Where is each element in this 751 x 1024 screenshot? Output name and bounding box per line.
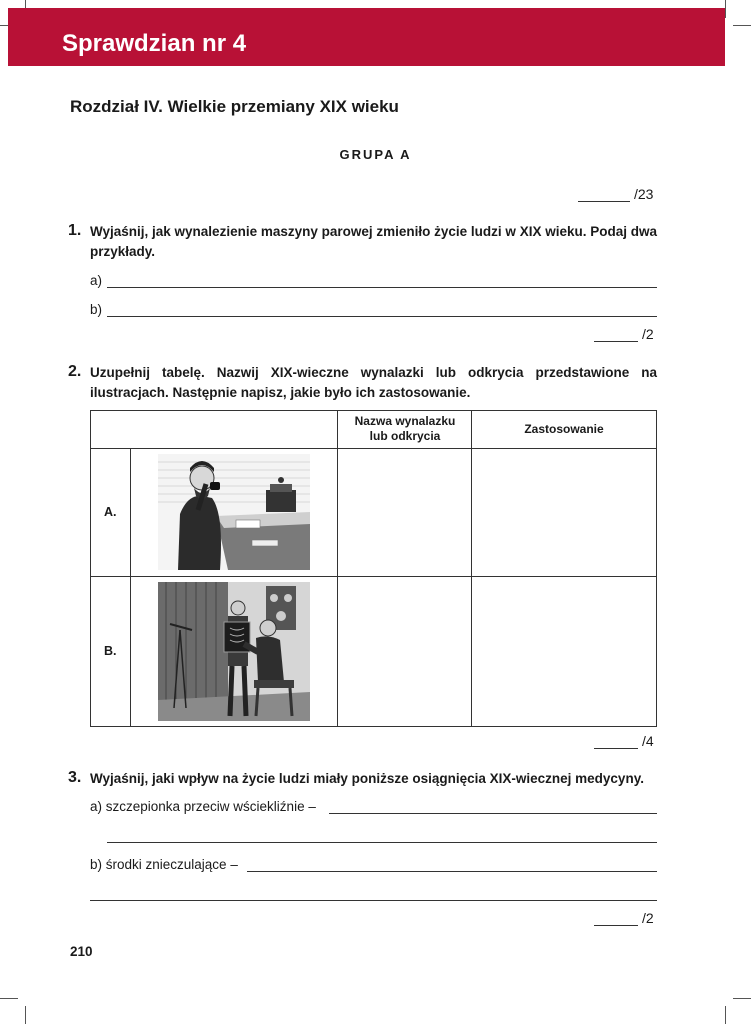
score-blank [594, 327, 638, 342]
question-number: 2. [68, 363, 82, 380]
row-label: B. [104, 644, 117, 658]
row-label: A. [104, 505, 117, 519]
crop-mark [0, 998, 18, 999]
question-points: /2 [594, 910, 654, 926]
crop-mark [733, 998, 751, 999]
invention-name-cell[interactable] [338, 449, 471, 576]
question-number: 1. [68, 222, 82, 239]
score-blank [578, 187, 630, 202]
telephone-illustration [158, 454, 310, 570]
table-divider [130, 448, 131, 726]
x-ray-illustration [158, 582, 310, 721]
crop-mark [733, 25, 751, 26]
crop-mark [25, 1006, 26, 1024]
crop-mark [725, 0, 726, 18]
page-title: Sprawdzian nr 4 [62, 30, 247, 57]
question-text: Wyjaśnij, jaki wpływ na życie ludzi miały poniższe osiągnięcia XIX-wiecznej medycyny. [90, 771, 644, 786]
total-score [578, 186, 653, 202]
answer-label: b) [90, 302, 103, 317]
score-blank [594, 734, 638, 749]
group-label: GRUPA A [339, 147, 412, 162]
answer-line[interactable] [107, 316, 657, 317]
chapter-title: Rozdział IV. Wielkie przemiany XIX wieku [70, 97, 399, 116]
table-header: Zastosowanie [524, 422, 604, 436]
invention-name-cell[interactable] [338, 577, 471, 726]
crop-mark [725, 1006, 726, 1024]
answer-line[interactable] [107, 287, 657, 288]
application-cell[interactable] [472, 449, 656, 576]
application-cell[interactable] [472, 577, 656, 726]
question-points: /4 [594, 733, 654, 749]
question-text: Uzupełnij tabelę. Nazwij XIX-wieczne wynalazki lub odkrycia przedstawione na ilustracjach. Następnie napisz, jakie było ich zastosowanie. [90, 365, 657, 400]
table-header: Nazwa wynalazku lub odkrycia [354, 414, 456, 443]
answer-label: b) środki znieczulające – [90, 857, 238, 872]
question-number: 3. [68, 769, 82, 786]
page-number: 210 [70, 944, 93, 959]
total-score-value: /23 [634, 186, 654, 202]
question-text: Wyjaśnij, jak wynalezienie maszyny parowej zmieniło życie ludzi w XIX wieku. Podaj dwa przykłady. [90, 224, 657, 259]
answer-line[interactable] [247, 871, 657, 872]
answer-label: a) [90, 273, 103, 288]
answer-line[interactable] [329, 813, 657, 814]
inventions-table [90, 410, 657, 727]
score-blank [594, 911, 638, 926]
answer-label: a) szczepionka przeciw wściekliźnie – [90, 799, 316, 814]
answer-line[interactable] [107, 842, 657, 843]
question-points: /2 [594, 326, 654, 342]
answer-line[interactable] [90, 900, 657, 901]
